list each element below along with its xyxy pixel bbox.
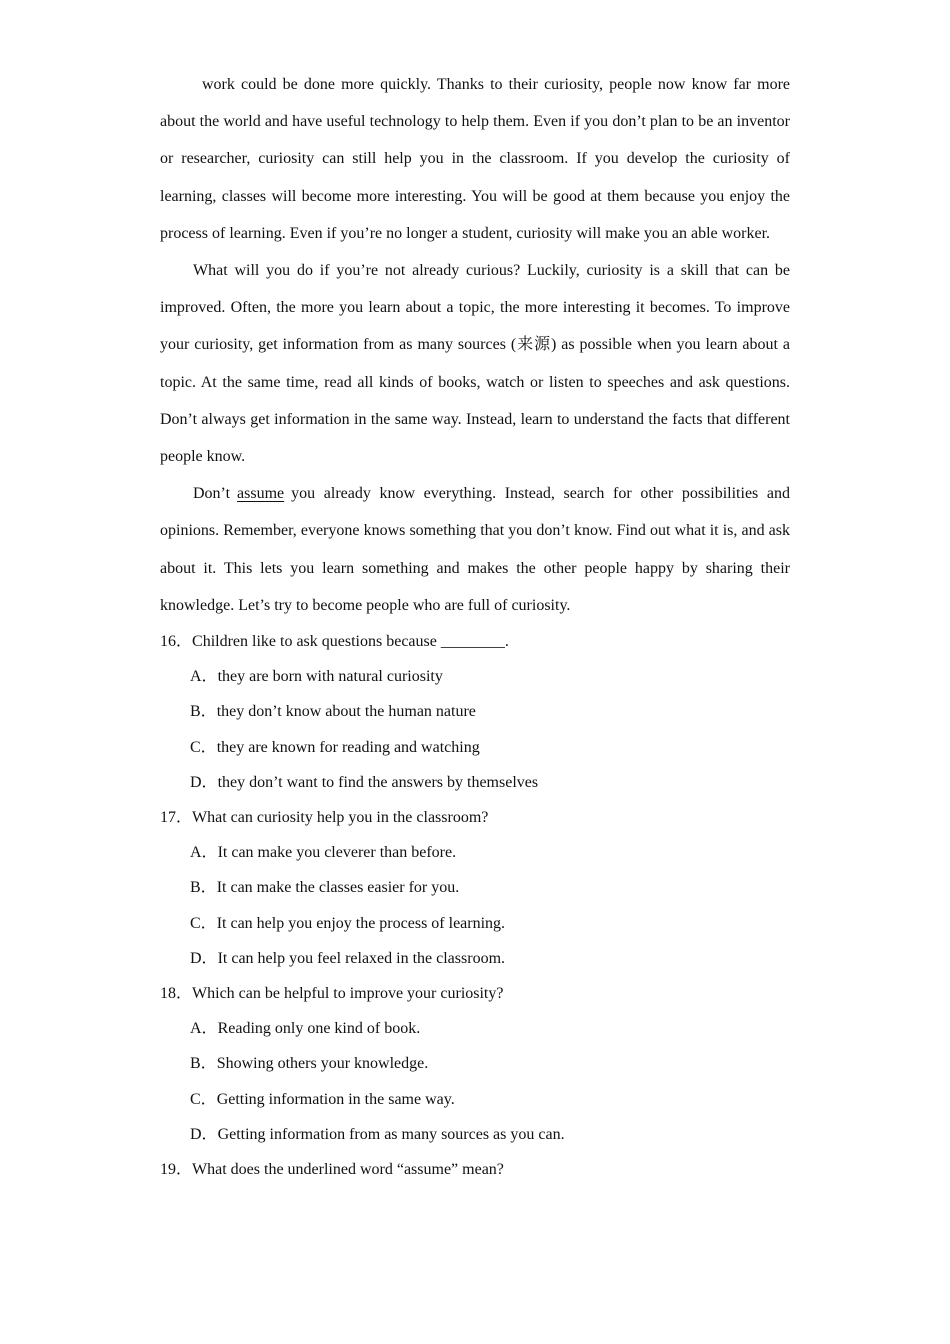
option-d[interactable] (160, 765, 790, 800)
option-a[interactable] (160, 835, 790, 870)
option-letter: D． (190, 949, 218, 967)
passage-p3-start: Don’t (193, 485, 231, 503)
document-page (160, 66, 790, 1187)
option-b[interactable] (160, 694, 790, 729)
passage-paragraph-1: work could be done more quickly. Thanks to their curiosity, people now know far more about the world and have useful technology to help them. Even if you don’t plan to be an inventor or researcher, curiosity can still help you in the classroom. If you develop the curiosity of learning, classes will become more interesting. You will be good at them because you enjoy the process of learning. Even if you’re no longer a student, curiosity will make you an able worker. (160, 76, 790, 242)
option-text: Showing others your knowledge. (216, 1055, 429, 1073)
option-text: they don’t know about the human nature (216, 703, 476, 721)
question-number: 17． (160, 809, 193, 827)
option-letter: A． (190, 1020, 218, 1038)
question-17 (160, 800, 790, 976)
option-b[interactable] (160, 870, 790, 905)
underlined-word-assume: assume (237, 485, 285, 503)
option-letter: C． (190, 914, 217, 932)
option-text: they don’t want to find the answers by themselves (217, 773, 539, 791)
question-text: What does the underlined word “assume” mean? (192, 1161, 504, 1179)
option-text: they are known for reading and watching (216, 738, 480, 756)
option-text: It can help you enjoy the process of learning. (216, 914, 506, 932)
option-letter: C． (190, 738, 217, 756)
option-d[interactable] (160, 941, 790, 976)
option-letter: D． (190, 1125, 218, 1143)
question-number: 19． (160, 1161, 193, 1179)
question-text: Children like to ask questions because ________. (192, 633, 509, 651)
option-text: Getting information in the same way. (216, 1090, 455, 1108)
question-stem (160, 624, 790, 659)
passage-paragraph-2: What will you do if you’re not already curious? Luckily, curiosity is a skill that can be improved. Often, the more you learn about a topic, the more interesting it becomes. To improve your curiosity, get information from as many sources (来源) as possible when you learn about a topic. At the same time, read all kinds of books, watch or listen to speeches and ask questions. Don’t always get information in the same way. Instead, learn to understand the facts that different people know. (160, 262, 790, 466)
option-c[interactable] (160, 1082, 790, 1117)
question-list (160, 624, 790, 1187)
option-d[interactable] (160, 1117, 790, 1152)
option-text: It can make the classes easier for you. (216, 879, 460, 897)
option-letter: C． (190, 1090, 217, 1108)
option-letter: B． (190, 1055, 217, 1073)
question-19 (160, 1152, 790, 1187)
option-text: they are born with natural curiosity (217, 668, 443, 686)
option-text: Reading only one kind of book. (217, 1020, 421, 1038)
option-letter: A． (190, 844, 218, 862)
option-letter: B． (190, 879, 217, 897)
question-stem (160, 976, 790, 1011)
option-text: Getting information from as many sources as you can. (217, 1125, 565, 1143)
question-stem (160, 800, 790, 835)
option-a[interactable] (160, 1011, 790, 1046)
option-letter: A． (190, 668, 218, 686)
option-letter: B． (190, 703, 217, 721)
question-text: Which can be helpful to improve your curiosity? (192, 985, 504, 1003)
passage-p3-rest: you already know everything. Instead, search for other possibilities and opinions. Remember, everyone knows something that you don’t know. Find out what it is, and ask about it. This lets you learn something and makes the other people happy by sharing their knowledge. Let’s try to become people who are full of curiosity. (160, 485, 790, 614)
option-c[interactable] (160, 730, 790, 765)
option-text: It can make you cleverer than before. (217, 844, 457, 862)
question-stem (160, 1152, 790, 1187)
question-16 (160, 624, 790, 800)
option-letter: D． (190, 773, 218, 791)
option-b[interactable] (160, 1046, 790, 1081)
option-a[interactable] (160, 659, 790, 694)
question-text: What can curiosity help you in the classroom? (192, 809, 489, 827)
option-text: It can help you feel relaxed in the classroom. (217, 949, 506, 967)
question-number: 16． (160, 633, 193, 651)
option-c[interactable] (160, 906, 790, 941)
passage-paragraph-3 (160, 475, 790, 624)
question-18 (160, 976, 790, 1152)
question-number: 18． (160, 985, 193, 1003)
